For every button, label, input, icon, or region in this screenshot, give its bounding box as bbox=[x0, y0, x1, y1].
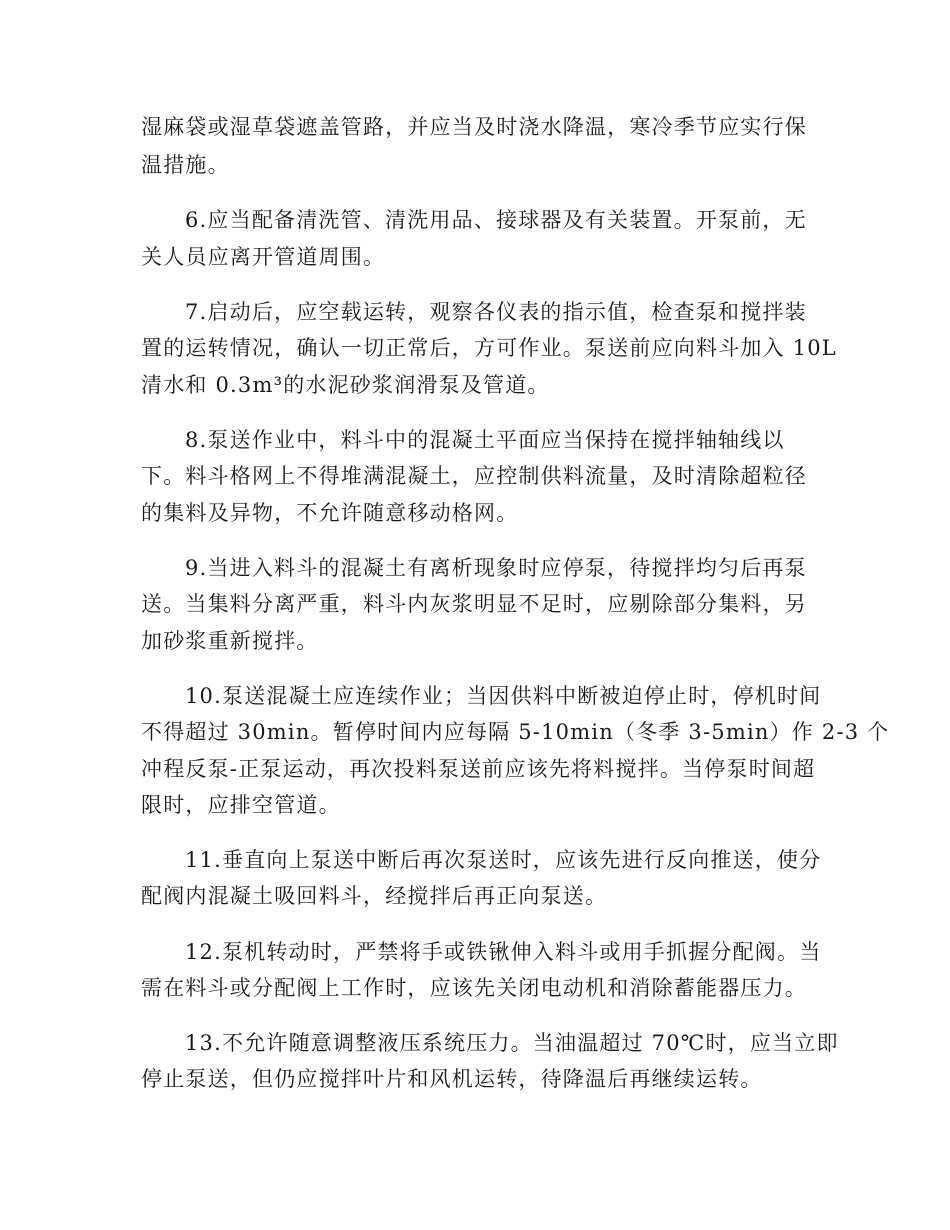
text-line: 下。料斗格网上不得堆满混凝土，应控制供料流量，及时清除超粒径 bbox=[141, 464, 807, 488]
text-line: 8.泵送作业中，料斗中的混凝土平面应当保持在搅拌轴轴线以 bbox=[185, 428, 785, 452]
text-line: 需在料斗或分配阀上工作时，应该先关闭电动机和消除蓄能器压力。 bbox=[141, 976, 807, 1000]
text-line: 12.泵机转动时，严禁将手或铁锹伸入料斗或用手抓握分配阀。当 bbox=[185, 940, 822, 964]
text-line: 13.不允许随意调整液压系统压力。当油温超过 70℃时，应当立即 bbox=[185, 1031, 839, 1055]
text-line: 7.启动后，应空载运转，观察各仪表的指示值，检查泵和搅拌装 bbox=[185, 300, 807, 324]
text-line: 11.垂直向上泵送中断后再次泵送时，应该先进行反向推送，使分 bbox=[185, 848, 822, 872]
text-line: 关人员应离开管道周围。 bbox=[141, 245, 386, 269]
text-line: 送。当集料分离严重，料斗内灰浆明显不足时，应剔除部分集料，另 bbox=[141, 592, 807, 616]
text-line: 清水和 0.3m³的水泥砂浆润滑泵及管道。 bbox=[141, 373, 550, 397]
text-line: 限时，应排空管道。 bbox=[141, 793, 341, 817]
text-line: 置的运转情况，确认一切正常后，方可作业。泵送前应向料斗加入 10L bbox=[141, 336, 837, 360]
text-line: 停止泵送，但仍应搅拌叶片和风机运转，待降温后再继续运转。 bbox=[141, 1067, 763, 1091]
text-line: 6.应当配备清洗管、清洗用品、接球器及有关装置。开泵前，无 bbox=[185, 208, 807, 232]
text-line: 湿麻袋或湿草袋遮盖管路，并应当及时浇水降温，寒冷季节应实行保 bbox=[141, 115, 807, 139]
text-line: 加砂浆重新搅拌。 bbox=[141, 629, 319, 653]
text-line: 不得超过 30min。暂停时间内应每隔 5-10min（冬季 3-5min）作 2-3 个 bbox=[141, 720, 890, 744]
text-line: 冲程反泵-正泵运动，再次投料泵送前应该先将料搅拌。当停泵时间超 bbox=[141, 757, 816, 781]
text-line: 配阀内混凝土吸回料斗，经搅拌后再正向泵送。 bbox=[141, 884, 608, 908]
text-line: 的集料及异物，不允许随意移动格网。 bbox=[141, 501, 519, 525]
text-line: 10.泵送混凝土应连续作业；当因供料中断被迫停止时，停机时间 bbox=[185, 684, 822, 708]
text-line: 温措施。 bbox=[141, 153, 230, 177]
text-line: 9.当进入料斗的混凝土有离析现象时应停泵，待搅拌均匀后再泵 bbox=[185, 556, 807, 580]
